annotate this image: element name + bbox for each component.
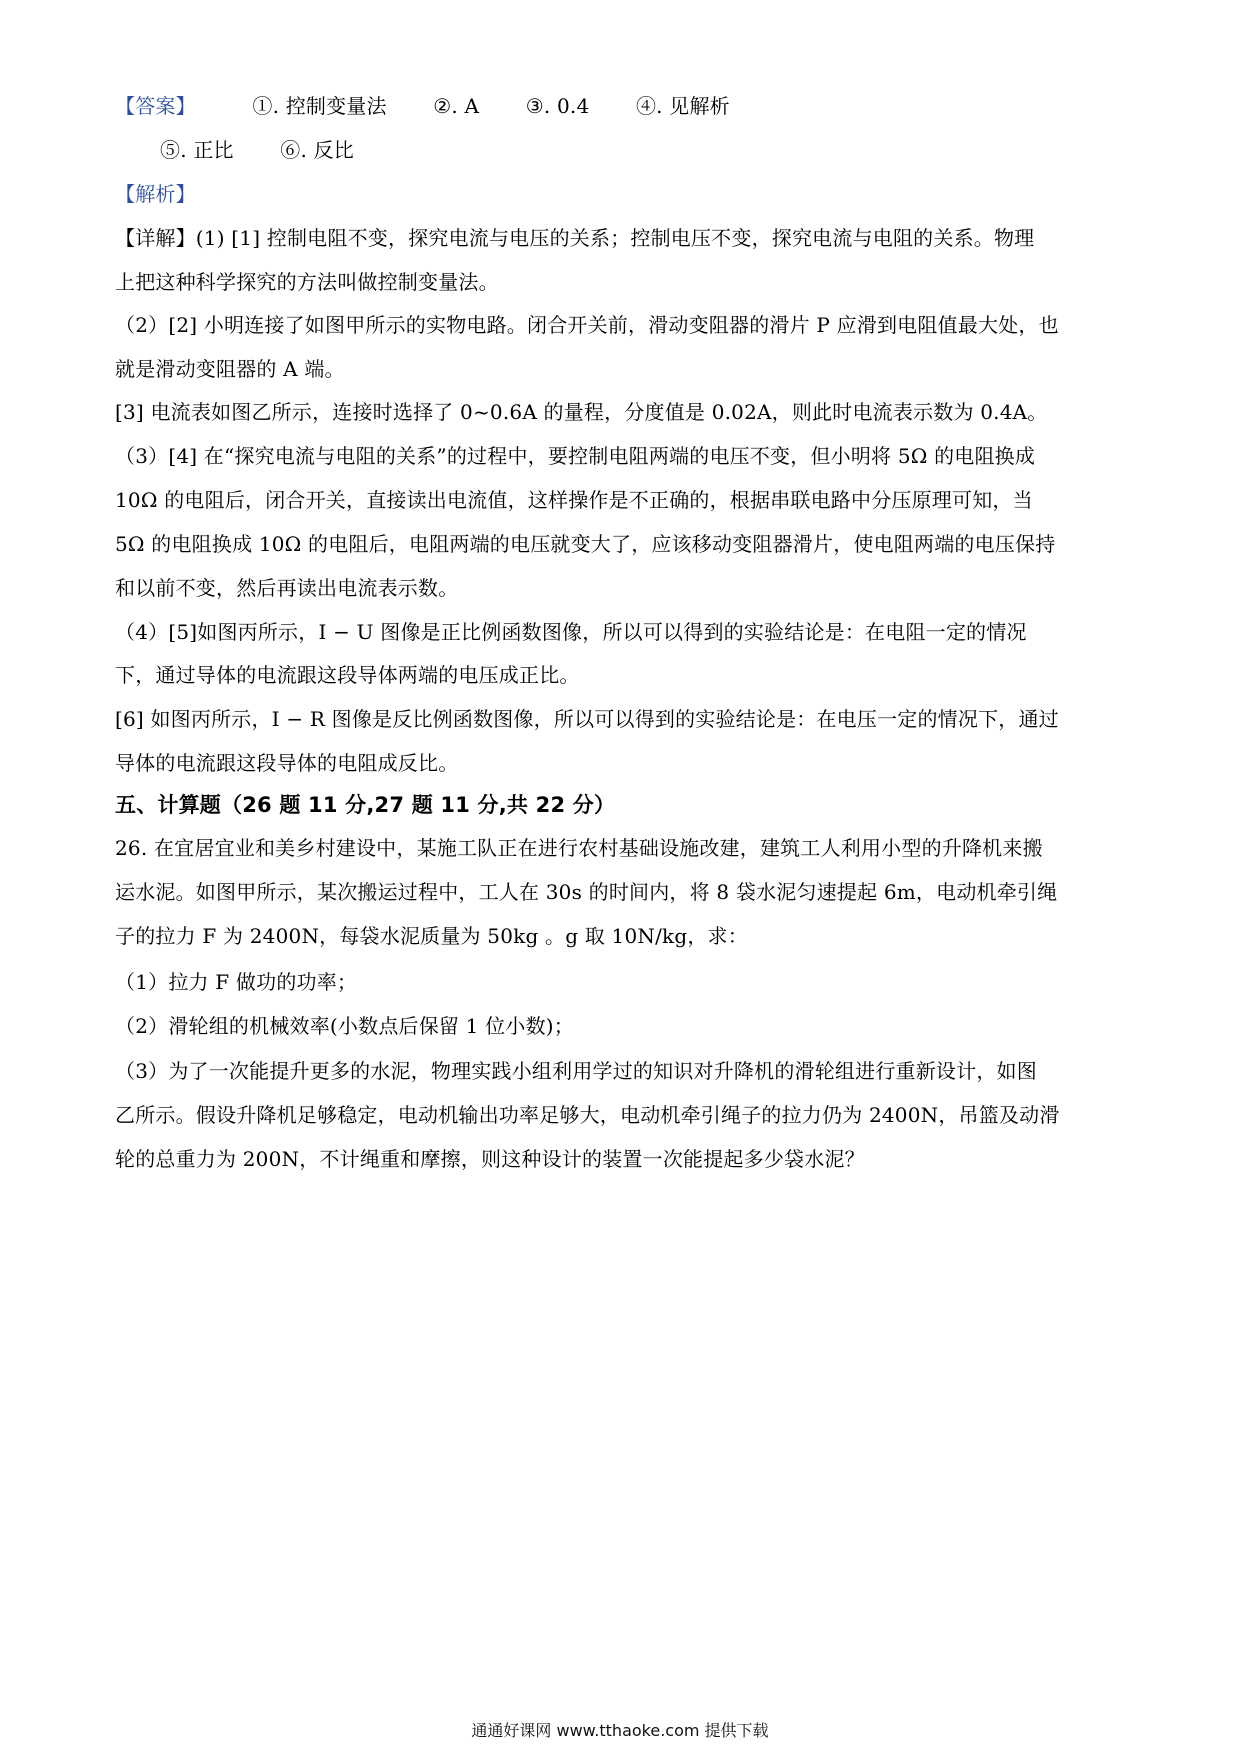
analysis-line-11: 下，通过导体的电流跟这段导体两端的电压成正比。 (115, 663, 580, 687)
question-line-5: （2）滑轮组的机械效率(小数点后保留 1 位小数)； (115, 1014, 574, 1038)
question-line-4: （1）拉力 F 做功的功率； (115, 970, 358, 994)
footer-credit: 通通好课网 www.tthaoke.com 提供下载 (471, 1721, 769, 1740)
answer-item-3: ③. 0.4 (525, 94, 590, 118)
analysis-label: 【解析】 (115, 182, 196, 206)
question-line-1: 26. 在宜居宜业和美乡村建设中，某施工队正在进行农村基础设施改建，建筑工人利用小型的升降机来搬 (115, 836, 1043, 860)
analysis-line-8: 5Ω 的电阻换成 10Ω 的电阻后，电阻两端的电压就变大了，应该移动变阻器滑片，使电阻两端的电压保持 (115, 532, 1056, 556)
answer-item-4: ④. 见解析 (635, 94, 730, 118)
answer-label: 【答案】 (115, 94, 196, 118)
question-line-3: 子的拉力 F 为 2400N，每袋水泥质量为 50kg 。g 取 10N/kg，求： (115, 924, 748, 948)
analysis-line-7: 10Ω 的电阻后，闭合开关，直接读出电流值，这样操作是不正确的，根据串联电路中分压原理可知，当 (115, 488, 1033, 512)
section-title: 五、计算题（26 题 11 分,27 题 11 分,共 22 分） (115, 793, 616, 817)
question-line-8: 轮的总重力为 200N，不计绳重和摩擦，则这种设计的装置一次能提起多少袋水泥？ (115, 1147, 865, 1171)
answer-item-6: ⑥. 反比 (280, 138, 354, 162)
analysis-line-3: （2）[2] 小明连接了如图甲所示的实物电路。闭合开关前，滑动变阻器的滑片 P 应滑到电阻值最大处，也 (115, 313, 1059, 337)
analysis-line-13: 导体的电流跟这段导体的电阻成反比。 (115, 751, 459, 775)
answer-item-1: ①. 控制变量法 (252, 94, 387, 118)
answer-row-2 (160, 136, 1175, 164)
analysis-line-10: （4）[5]如图丙所示，I − U 图像是正比例函数图像，所以可以得到的实验结论是：在电阻一定的情况 (115, 620, 1027, 644)
analysis-line-1: 【详解】(1) [1] 控制电阻不变，探究电流与电压的关系；控制电压不变，探究电流与电阻的关系。物理 (115, 226, 1035, 250)
analysis-line-12: [6] 如图丙所示，I − R 图像是反比例函数图像，所以可以得到的实验结论是：在电压一定的情况下，通过 (115, 707, 1059, 731)
question-line-2: 运水泥。如图甲所示，某次搬运过程中，工人在 30s 的时间内，将 8 袋水泥匀速提起 6m，电动机牵引绳 (115, 880, 1058, 904)
question-line-7: 乙所示。假设升降机足够稳定，电动机输出功率足够大，电动机牵引绳子的拉力仍为 2400N，吊篮及动滑 (115, 1103, 1060, 1127)
answer-item-2: ②. A (433, 94, 480, 118)
answer-item-5: ⑤. 正比 (160, 138, 234, 162)
analysis-line-6: （3）[4] 在“探究电流与电阻的关系”的过程中，要控制电阻两端的电压不变，但小明将 5Ω 的电阻换成 (115, 444, 1036, 468)
answer-row-1 (115, 92, 1130, 120)
question-line-6: （3）为了一次能提升更多的水泥，物理实践小组利用学过的知识对升降机的滑轮组进行重新设计，如图 (115, 1059, 1037, 1083)
analysis-line-9: 和以前不变，然后再读出电流表示数。 (115, 576, 459, 600)
analysis-line-2: 上把这种科学探究的方法叫做控制变量法。 (115, 270, 499, 294)
analysis-line-5: [3] 电流表如图乙所示，连接时选择了 0~0.6A 的量程，分度值是 0.02A，则此时电流表示数为 0.4A。 (115, 400, 1048, 424)
analysis-line-4: 就是滑动变阻器的 A 端。 (115, 357, 345, 381)
